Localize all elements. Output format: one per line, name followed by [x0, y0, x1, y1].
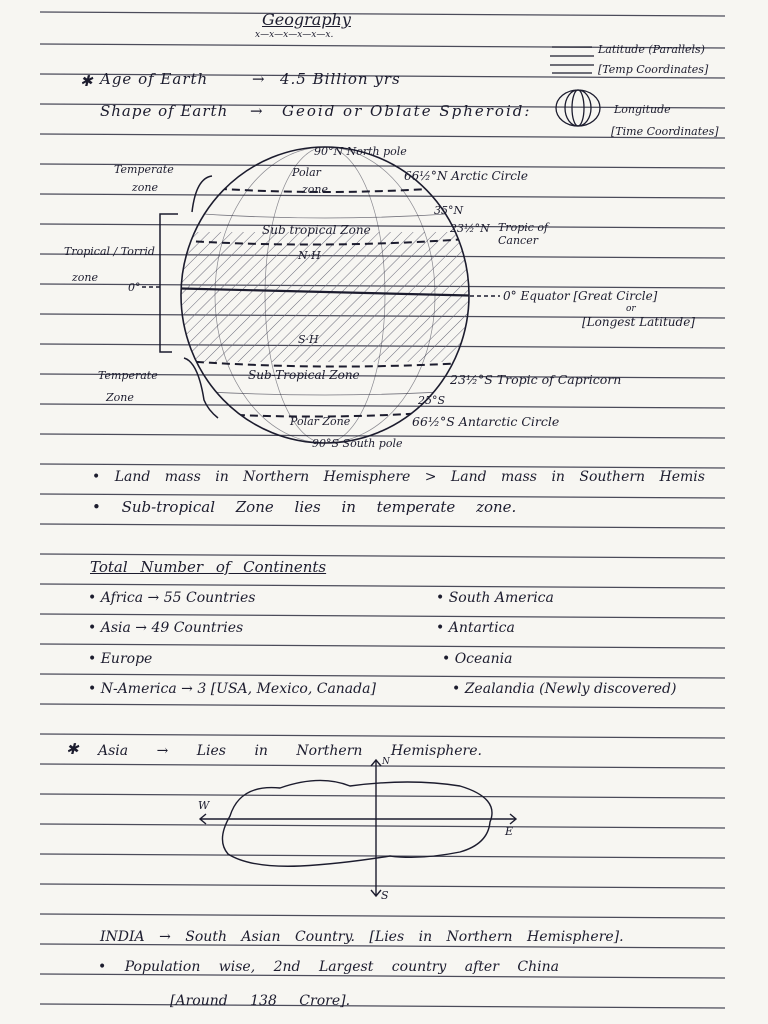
note-subtropical: • Sub-tropical Zone lies in temperate zone. [92, 498, 517, 516]
note-landmass: • Land mass in Northern Hemisphere > Land mass in Southern Hemis [92, 469, 705, 485]
arrow-icon: → [252, 70, 265, 88]
east-label: E [505, 825, 514, 838]
legend-longitude: Longitude [614, 103, 671, 116]
tropic-cancer-deg-label: 23½°N [450, 222, 490, 235]
southern-hemisphere-label: S·H [298, 333, 319, 346]
lat-35n-label: 35°N [434, 204, 464, 217]
continent-right-1: • South America [436, 590, 554, 606]
tropical-zone-label-2: zone [72, 271, 99, 284]
south-pole-label: 90°S South pole [312, 437, 403, 450]
subtropical-north-label: Sub tropical Zone [262, 223, 371, 237]
asia-line: Asia → Lies in Northern Hemisphere. [98, 743, 482, 759]
continent-right-2: • Antartica [436, 620, 515, 636]
lat-25s-label: 25°S [418, 394, 446, 407]
tropic-cancer-label: Tropic of [498, 221, 549, 234]
polar-zone-north-label: Polar [292, 166, 321, 179]
shape-of-earth-label: Shape of Earth [100, 102, 229, 120]
northern-hemisphere-label: N·H [298, 249, 321, 262]
continent-left-4: • N-America → 3 [USA, Mexico, Canada] [88, 681, 376, 697]
subtropical-south-label: Sub-Tropical Zone [248, 368, 360, 382]
tropical-bracket [160, 214, 178, 352]
title-underline-marks: x—x—x—x—x—x. [255, 30, 334, 40]
temperate-south-label-2: Zone [106, 391, 134, 404]
equator-sub-label: [Longest Latitude] [582, 315, 695, 329]
asia-diagram [190, 756, 530, 906]
page-title: Geography [262, 10, 351, 29]
india-population-sub: [Around 138 Crore]. [170, 993, 351, 1009]
continent-right-3: • Oceania [442, 651, 513, 667]
shape-of-earth-value: Geoid or Oblate Spheroid: [282, 102, 532, 120]
polar-zone-south-label: Polar Zone [290, 415, 351, 428]
temperate-south-label: Temperate [98, 369, 158, 382]
arctic-circle-label: 66½°N Arctic Circle [404, 169, 528, 183]
tropic-capricorn-label: 23½°S Tropic of Capricorn [450, 372, 622, 387]
temperate-north-label-2: zone [132, 181, 159, 194]
continents-heading: Total Number of Continents [90, 558, 327, 576]
north-label: N [382, 757, 390, 767]
north-pole-label: 90°N North pole [314, 145, 407, 158]
continent-left-1: • Africa → 55 Countries [88, 590, 256, 606]
age-of-earth-value: 4.5 Billion yrs [280, 70, 401, 88]
polar-zone-north-label-2: zone [302, 183, 329, 196]
asia-outline [222, 780, 492, 866]
age-of-earth-label: Age of Earth [100, 70, 209, 88]
tropical-zone-label: Tropical / Torrid [64, 245, 155, 258]
legend-longitude-sub: [Time Coordinates] [611, 125, 719, 138]
south-label: S [381, 889, 389, 902]
india-line: INDIA → South Asian Country. [Lies in Northern Hemisphere]. [100, 929, 624, 945]
legend-latitude-sub: [Temp Coordinates] [598, 63, 709, 76]
west-label: W [198, 799, 210, 812]
equator-label: 0° Equator [Great Circle] [503, 289, 658, 303]
legend-latitude: Latitude (Parallels) [598, 43, 705, 56]
equator-deg-left-label: 0° [128, 281, 141, 294]
india-population: • Population wise, 2nd Largest country after China [98, 959, 559, 975]
continent-left-2: • Asia → 49 Countries [88, 620, 244, 636]
continent-left-3: • Europe [88, 651, 153, 667]
arrow-icon: → [250, 102, 263, 120]
temperate-north-label: Temperate [114, 163, 174, 176]
star-bullet: ✱ [66, 740, 79, 758]
tropic-cancer-label-2: Cancer [498, 234, 538, 247]
star-bullet: ✱ [80, 72, 93, 90]
continent-right-4: • Zealandia (Newly discovered) [452, 681, 677, 697]
antarctic-circle-label: 66½°S Antarctic Circle [412, 414, 560, 429]
equator-or-label: or [626, 304, 636, 314]
